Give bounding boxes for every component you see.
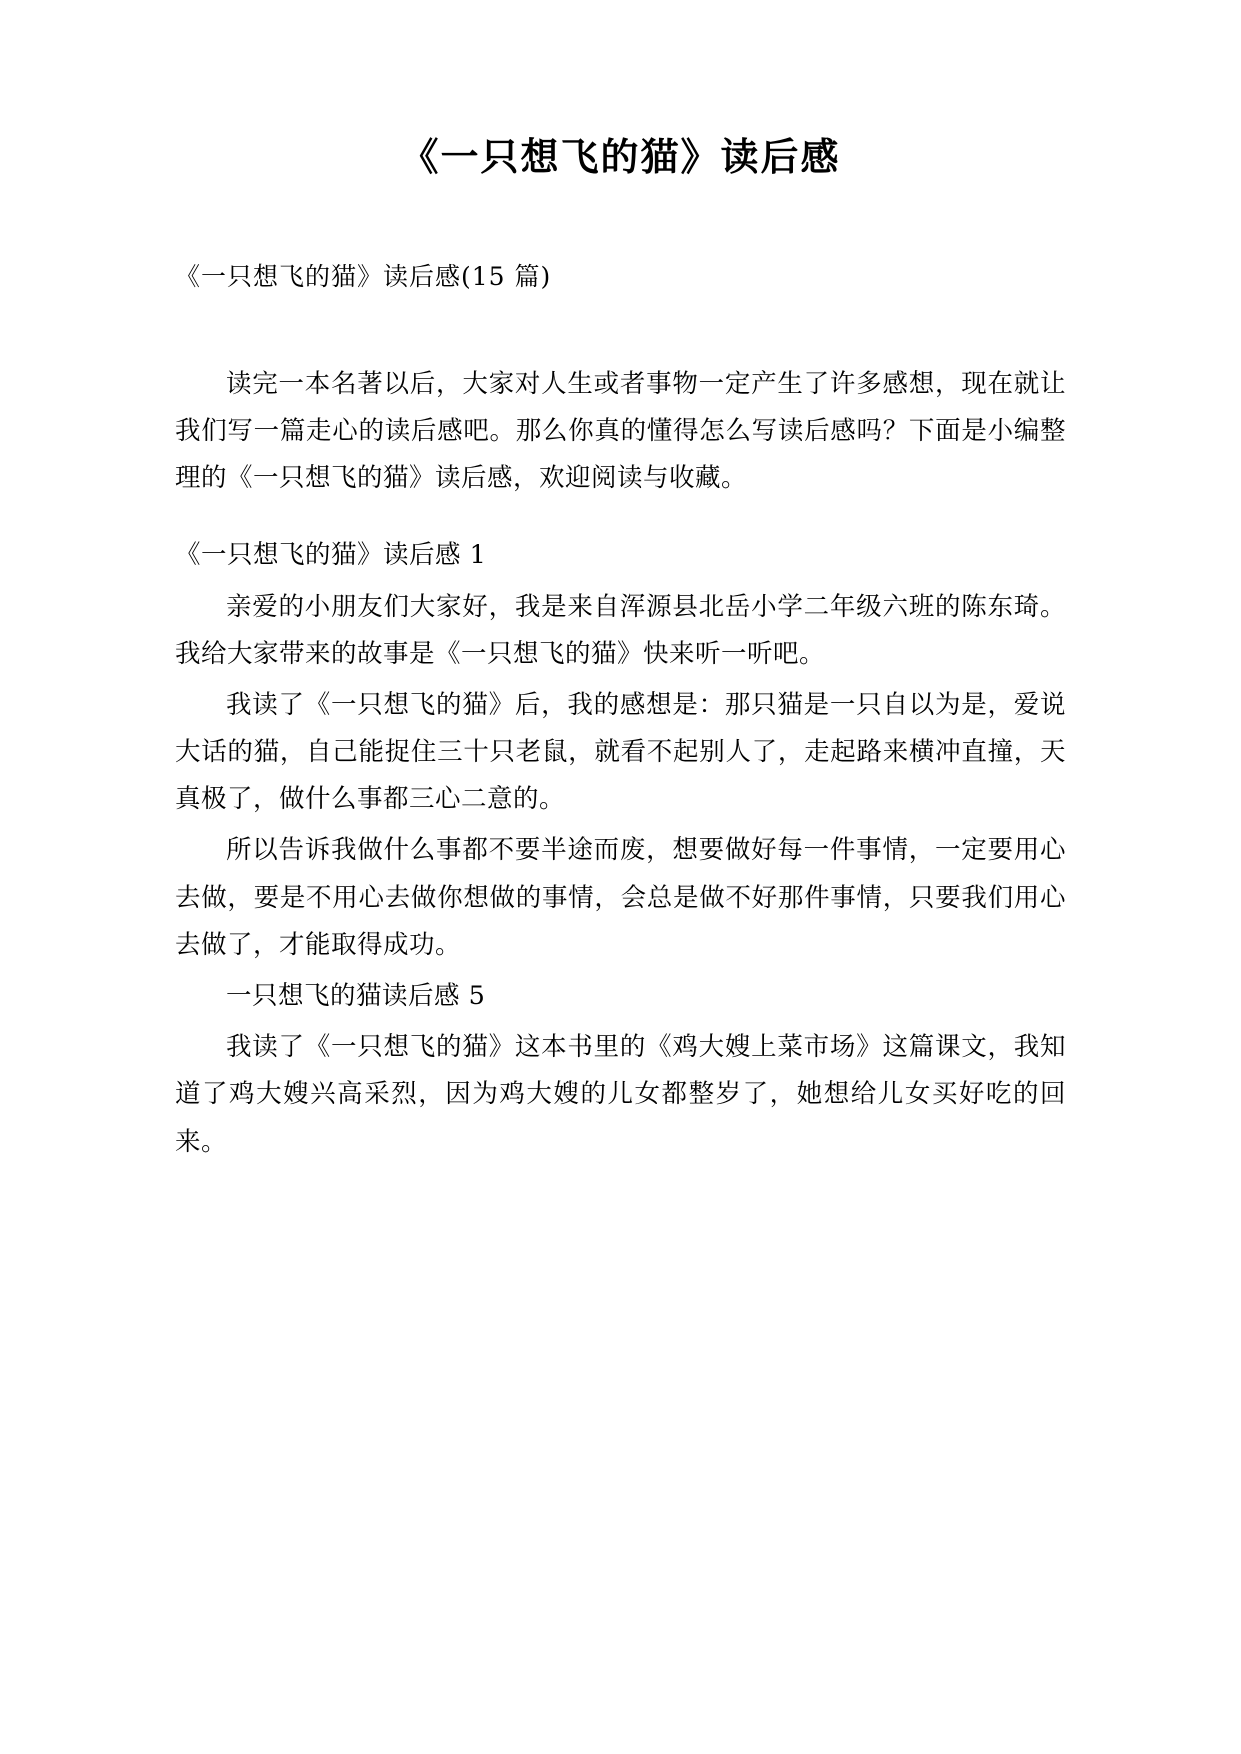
section-heading-1: 《一只想飞的猫》读后感 1 xyxy=(175,540,487,571)
section-2-paragraph-1: 我读了《一只想飞的猫》这本书里的《鸡大嫂上菜市场》这篇课文，我知道了鸡大嫂兴高采烈，因为鸡大嫂的儿女都整岁了，她想给儿女买好吃的回来。 xyxy=(175,1032,1066,1157)
section-1-paragraph-1: 亲爱的小朋友们大家好，我是来自浑源县北岳小学二年级六班的陈东琦。我给大家带来的故事是《一只想飞的猫》快来听一听吧。 xyxy=(175,591,1066,669)
section-heading-2: 一只想飞的猫读后感 5 xyxy=(226,981,486,1011)
section-1-paragraph-2: 我读了《一只想飞的猫》后，我的感想是：那只猫是一只自以为是，爱说大话的猫，自己能捉住三十只老鼠，就看不起别人了，走起路来横冲直撞，天真极了，做什么事都三心二意的。 xyxy=(175,689,1066,815)
page-title: 《一只想飞的猫》读后感 xyxy=(400,134,841,179)
section-1-paragraph-3: 所以告诉我做什么事都不要半途而废，想要做好每一件事情，一定要用心去做，要是不用心去做你想做的事情，会总是做不好那件事情，只要我们用心去做了，才能取得成功。 xyxy=(175,835,1066,960)
intro-paragraph: 读完一本名著以后，大家对人生或者事物一定产生了许多感想，现在就让我们写一篇走心的读后感吧。那么你真的懂得怎么写读后感吗？下面是小编整理的《一只想飞的猫》读后感，欢迎阅读与收藏。 xyxy=(175,368,1066,494)
document-subtitle: 《一只想飞的猫》读后感(15 篇) xyxy=(175,262,552,292)
